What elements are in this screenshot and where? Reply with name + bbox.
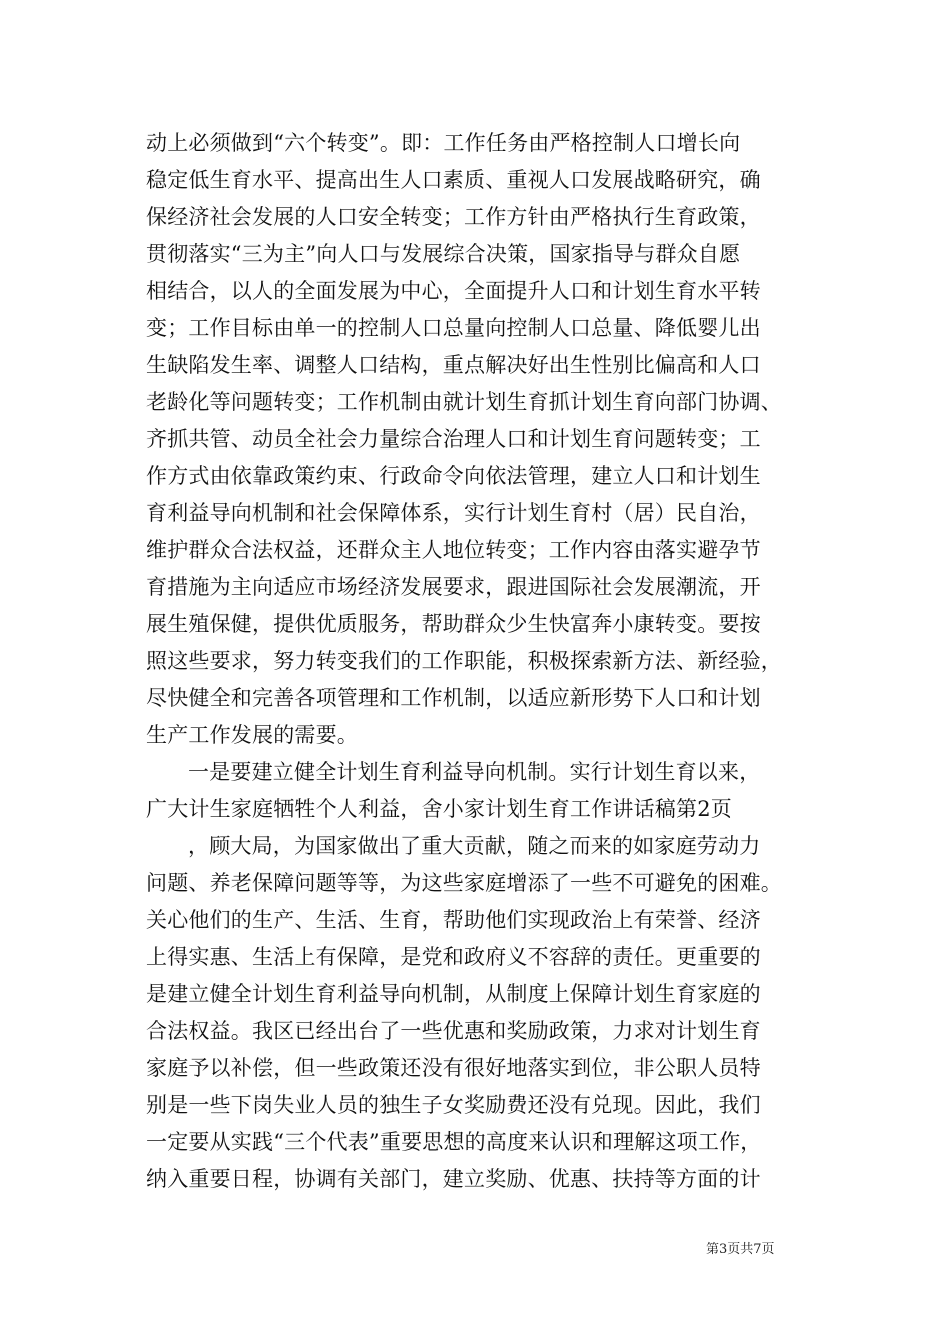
text-line: 作方式由依靠政策约束、行政命令向依法管理，建立人口和计划生 <box>146 464 761 488</box>
paragraph-start-line: 一是要建立健全计划生育利益导向机制。实行计划生育以来， <box>188 760 761 784</box>
text-line: 是建立健全计划生育利益导向机制，从制度上保障计划生育家庭的 <box>146 982 761 1006</box>
text-line: 育利益导向机制和社会保障体系，实行计划生育村（居）民自治， <box>146 501 761 525</box>
text-line: 维护群众合法权益，还群众主人地位转变；工作内容由落实避孕节 <box>146 538 761 562</box>
text-line: 展生殖保健，提供优质服务，帮助群众少生快富奔小康转变。要按 <box>146 612 761 636</box>
text-line: 家庭予以补偿，但一些政策还没有很好地落实到位，非公职人员特 <box>146 1056 761 1080</box>
text-line: 上得实惠、生活上有保障，是党和政府义不容辞的责任。更重要的 <box>146 945 761 969</box>
text-line: 贯彻落实“三为主”向人口与发展综合决策，国家指导与群众自愿 <box>146 242 741 266</box>
page-number: 第3页共7页 <box>706 1242 775 1257</box>
text-line: 生缺陷发生率、调整人口结构，重点解决好出生性别比偏高和人口 <box>146 353 761 377</box>
text-line: 生产工作发展的需要。 <box>146 723 358 747</box>
text-line: 保经济社会发展的人口安全转变；工作方针由严格执行生育政策， <box>146 205 761 229</box>
text-line: 问题、养老保障问题等等，为这些家庭增添了一些不可避免的困难。 <box>146 871 782 895</box>
text-line: 一定要从实践“三个代表”重要思想的高度来认识和理解这项工作， <box>146 1130 762 1154</box>
text-line: 相结合，以人的全面发展为中心，全面提升人口和计划生育水平转 <box>146 279 761 303</box>
text-line: ，顾大局，为国家做出了重大贡献，随之而来的如家庭劳动力 <box>188 834 761 858</box>
text-line: 育措施为主向适应市场经济发展要求，跟进国际社会发展潮流，开 <box>146 575 761 599</box>
text-line: 别是一些下岗失业人员的独生子女奖励费还没有兑现。因此，我们 <box>146 1093 761 1117</box>
text-line: 照这些要求，努力转变我们的工作职能，积极探索新方法、新经验， <box>146 649 782 673</box>
text-line: 关心他们的生产、生活、生育，帮助他们实现政治上有荣誉、经济 <box>146 908 761 932</box>
text-line: 齐抓共管、动员全社会力量综合治理人口和计划生育问题转变；工 <box>146 427 761 451</box>
text-line: 广大计生家庭牺牲个人利益，舍小家计划生育工作讲话稿第2页 <box>146 797 732 821</box>
text-line: 合法权益。我区已经出台了一些优惠和奖励政策，力求对计划生育 <box>146 1019 761 1043</box>
text-line: 纳入重要日程，协调有关部门，建立奖励、优惠、扶持等方面的计 <box>146 1167 761 1191</box>
text-line: 老龄化等问题转变；工作机制由就计划生育抓计划生育向部门协调、 <box>146 390 782 414</box>
text-line: 尽快健全和完善各项管理和工作机制，以适应新形势下人口和计划 <box>146 686 761 710</box>
text-line: 变；工作目标由单一的控制人口总量向控制人口总量、降低婴儿出 <box>146 316 761 340</box>
text-line: 稳定低生育水平、提高出生人口素质、重视人口发展战略研究，确 <box>146 168 761 192</box>
text-line: 动上必须做到“六个转变”。即：工作任务由严格控制人口增长向 <box>146 131 741 155</box>
